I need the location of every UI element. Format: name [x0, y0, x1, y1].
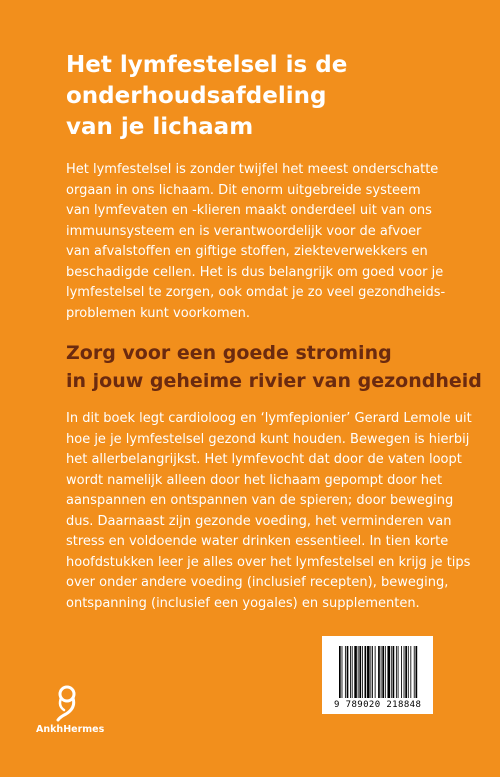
- description-paragraph: [66, 409, 472, 614]
- barcode-bar: [382, 646, 384, 698]
- paragraph-line: hoe je je lymfestelsel gezond kunt houden. Bewegen is hierbij: [66, 431, 470, 447]
- paragraph-line: immuunsysteem en is verantwoordelijk voor de afvoer: [66, 223, 422, 239]
- barcode-bar: [396, 646, 397, 698]
- barcode-bar: [370, 646, 371, 698]
- paragraph-line: van afvalstoffen en giftige stoffen, ziekteverwekkers en: [66, 244, 428, 259]
- paragraph-line: orgaan in ons lichaam. Dit enorm uitgebreide systeem: [66, 182, 421, 198]
- barcode-bar: [347, 646, 349, 698]
- paragraph-line: ontspanning (inclusief een yogales) en supplementen.: [66, 595, 420, 611]
- barcode-bar: [405, 646, 407, 698]
- paragraph-line: wordt namelijk alleen door het lichaam gepompt door het: [66, 472, 443, 488]
- subtitle-line: Zorg voor een goede stroming: [66, 342, 392, 364]
- paragraph-line: van lymfevaten en -klieren maakt onderdeel uit van ons: [66, 203, 432, 218]
- title-line: Het lymfestelsel is de: [66, 52, 348, 78]
- barcode-bar: [350, 646, 351, 698]
- barcode-bar: [367, 646, 370, 698]
- barcode-bar: [410, 646, 411, 698]
- barcode-bar: [359, 646, 361, 698]
- barcode-bar: [345, 646, 346, 698]
- barcode-bar: [416, 646, 418, 698]
- paragraph-line: stress en voldoende water drinken essentieel. In tien korte: [66, 534, 449, 549]
- barcode-bar: [358, 646, 359, 698]
- barcode-bar: [362, 646, 363, 698]
- barcode: [322, 636, 433, 714]
- paragraph-line: lymfestelsel te zorgen, ook omdat je zo veel gezondheids-: [66, 285, 446, 300]
- paragraph-line: het allerbelangrijkst. Het lymfevocht dat door de vaten loopt: [66, 452, 462, 467]
- barcode-bar: [381, 646, 382, 698]
- title-line: onderhoudsafdeling: [66, 83, 327, 109]
- barcode-bar: [387, 646, 390, 698]
- barcode-bar: [404, 646, 405, 698]
- title-line: van je lichaam: [66, 114, 254, 140]
- isbn-number: 9 789020 218848: [334, 700, 422, 710]
- barcode-bar: [385, 646, 386, 698]
- intro-paragraph: [66, 160, 446, 324]
- ankhhermes-logo-icon: [52, 684, 82, 722]
- barcode-bar: [342, 646, 343, 698]
- barcode-bars: [339, 646, 443, 698]
- barcode-bar: [391, 646, 392, 698]
- barcode-bar: [339, 646, 341, 698]
- barcode-bar: [408, 646, 409, 698]
- back-cover-title: [66, 50, 466, 143]
- publisher-name: AnkhHermes: [36, 724, 105, 735]
- barcode-bar: [414, 646, 415, 698]
- barcode-bar: [354, 646, 357, 698]
- barcode-bar: [375, 646, 376, 698]
- barcode-bar: [372, 646, 373, 698]
- barcode-bar: [398, 646, 399, 698]
- publisher-logo: [36, 684, 116, 744]
- paragraph-line: problemen kunt voorkomen.: [66, 305, 250, 321]
- barcode-bar: [378, 646, 380, 698]
- paragraph-line: dus. Daarnaast zijn gezonde voeding, het verminderen van: [66, 513, 452, 529]
- barcode-bar: [393, 646, 395, 698]
- paragraph-line: aanspannen en ontspannen van de spieren; door beweging: [66, 493, 454, 508]
- subtitle-line: in jouw geheime rivier van gezondheid: [66, 370, 482, 392]
- paragraph-line: over onder andere voeding (inclusief recepten), beweging,: [66, 575, 449, 590]
- paragraph-line: In dit boek legt cardioloog en ‘lymfepionier’ Gerard Lemole uit: [66, 411, 472, 426]
- barcode-bar: [352, 646, 353, 698]
- paragraph-line: Het lymfestelsel is zonder twijfel het meest onderschatte: [66, 162, 439, 177]
- paragraph-line: hoofdstukken leer je alles over het lymfestelsel en krijg je tips: [66, 554, 471, 570]
- barcode-bar: [365, 646, 367, 698]
- section-subtitle: [66, 339, 482, 395]
- paragraph-line: beschadigde cellen. Het is dus belangrijk om goed voor je: [66, 264, 444, 280]
- barcode-bar: [401, 646, 402, 698]
